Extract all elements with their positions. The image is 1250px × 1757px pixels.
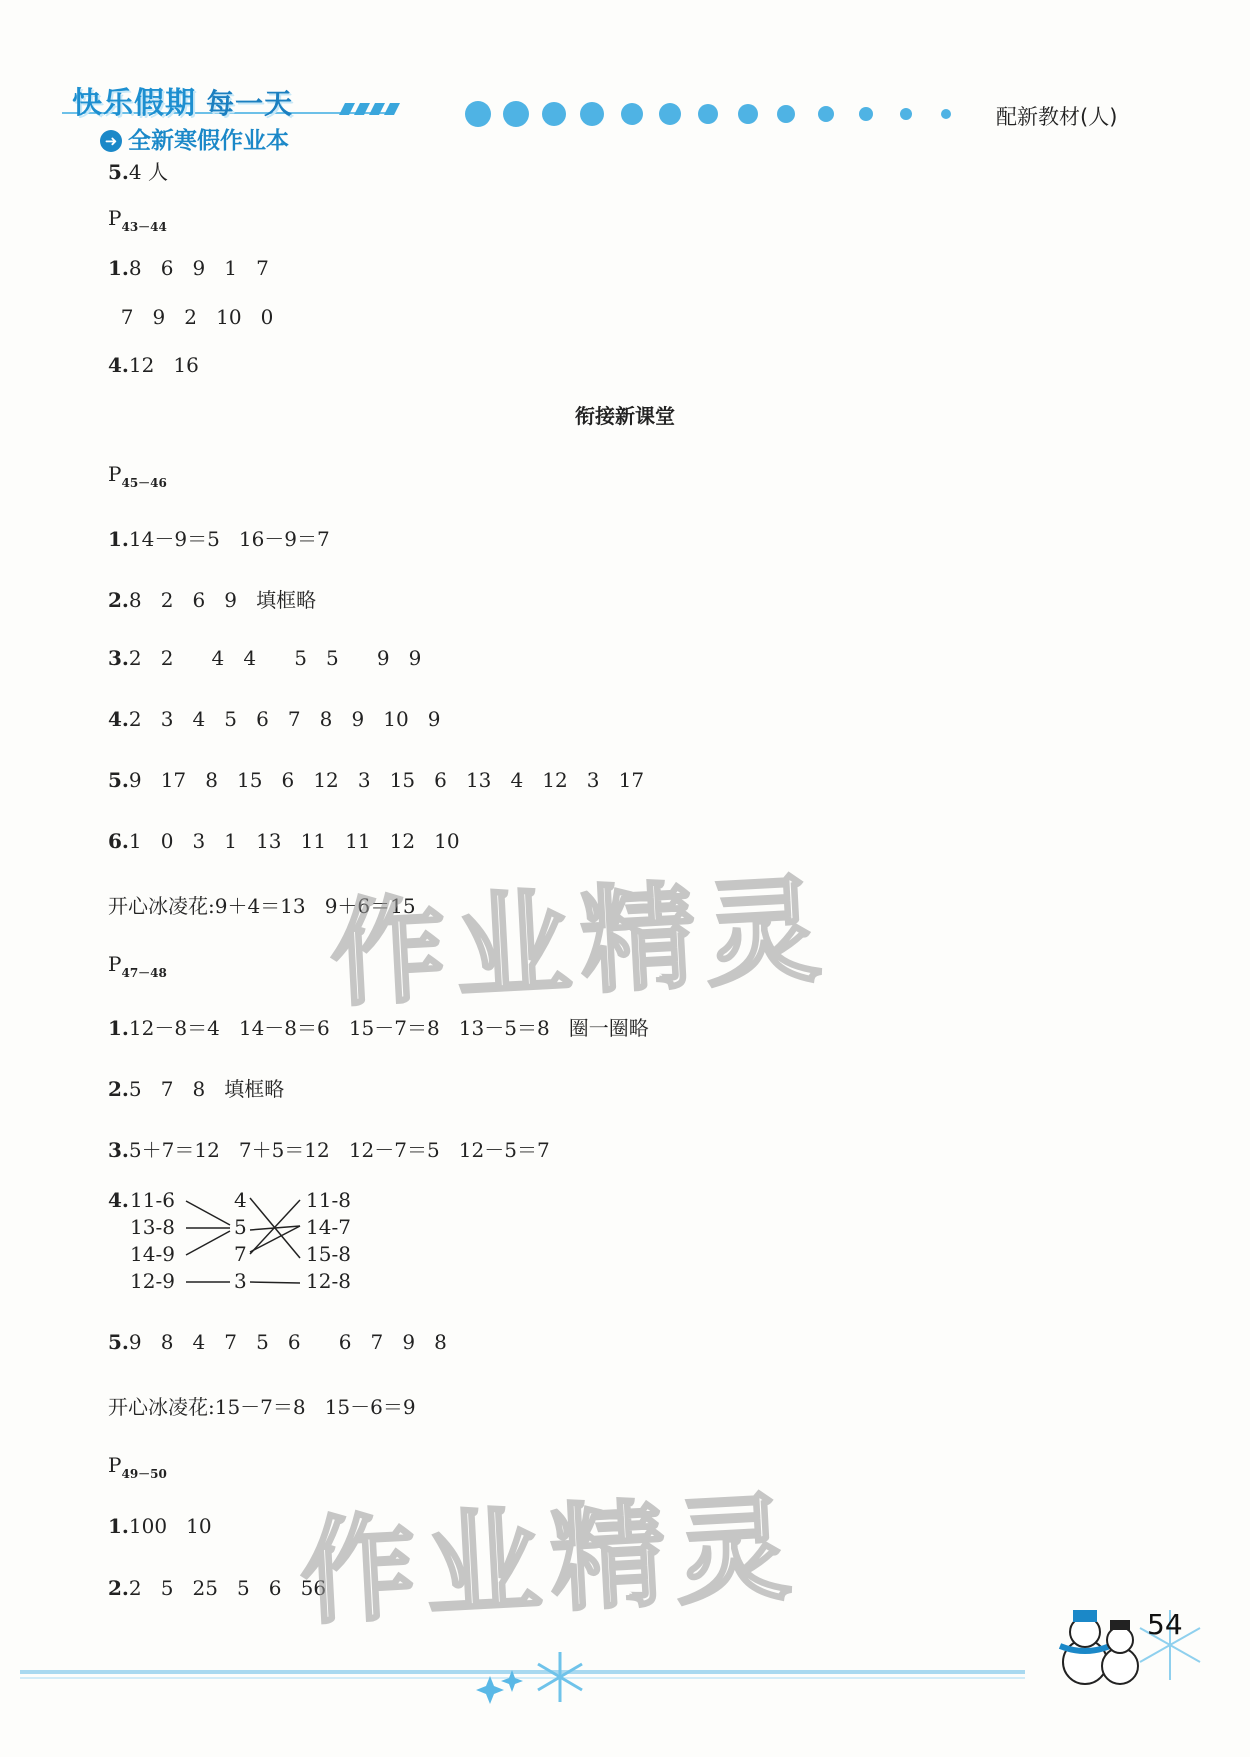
arrow-icon: ➜	[100, 130, 122, 152]
answer-line: 1.100 10	[108, 1514, 212, 1538]
header-subtitle-text: 全新寒假作业本	[128, 128, 289, 154]
answer-line: 1.8 6 9 1 7	[108, 256, 269, 280]
answer-line: 5.9 17 8 15 6 12 3 15 6 13 4 12 3 17	[108, 768, 645, 792]
answer-line: 3.5＋7＝12 7＋5＝12 12－7＝5 12－5＝7	[108, 1138, 550, 1162]
page-number: 54	[1147, 1608, 1183, 1641]
page-ref: $P_{47-48}$	[108, 952, 167, 980]
match-right-item: 12-8	[306, 1269, 351, 1293]
edition-label: 配新教材(人)	[996, 105, 1118, 129]
watermark: 作业精灵	[297, 1480, 804, 1641]
answer-line: 2.8 2 6 9 填框略	[108, 588, 317, 612]
match-left-item: 11-6	[130, 1188, 175, 1212]
answer-line: 1.14－9＝5 16－9＝7	[108, 527, 330, 551]
header-title	[72, 78, 293, 122]
answer-line: 5.4 人	[108, 160, 168, 184]
watermark: 作业精灵	[327, 862, 834, 1023]
matching-exercise	[108, 1188, 488, 1298]
snowman-icon	[1060, 1610, 1138, 1684]
answer-line: 2.2 5 25 5 6 56	[108, 1576, 327, 1600]
header-title-sub: 每一天	[206, 87, 294, 120]
page-ref: $P_{43-44}$	[108, 206, 167, 234]
matching-lines	[108, 1188, 408, 1298]
header-subtitle	[100, 122, 289, 155]
match-middle-item: 4	[234, 1188, 247, 1212]
page-ref: $P_{49-50}$	[108, 1453, 167, 1481]
match-right-item: 15-8	[306, 1242, 351, 1266]
sparkle-icon	[476, 1670, 523, 1704]
match-left-item: 12-9	[130, 1269, 175, 1293]
matching-num: 4.	[108, 1188, 129, 1212]
match-line	[186, 1231, 230, 1255]
answer-line: 7 9 2 10 0	[108, 305, 274, 329]
match-middle-item: 5	[234, 1215, 247, 1239]
header-title-main: 快乐假期	[72, 86, 196, 121]
answer-line: 4.2 3 4 5 6 7 8 9 10 9	[108, 707, 441, 731]
answer-line: 4.12 16	[108, 353, 199, 377]
answer-line: 6.1 0 3 1 13 11 11 12 10	[108, 829, 460, 853]
match-left-item: 14-9	[130, 1242, 175, 1266]
match-middle-item: 7	[234, 1242, 247, 1266]
answer-line: 3.2 2 4 4 5 5 9 9	[108, 646, 422, 670]
match-line	[186, 1201, 230, 1225]
answer-line: 开心冰凌花:9＋4＝13 9＋6＝15	[108, 894, 416, 918]
answer-line: 开心冰凌花:15－7＝8 15－6＝9	[108, 1395, 416, 1419]
section-title: 衔接新课堂	[575, 404, 675, 428]
match-right-item: 11-8	[306, 1188, 351, 1212]
answer-line: 5.9 8 4 7 5 6 6 7 9 8	[108, 1330, 447, 1354]
answer-line: 1.12－8＝4 14－8＝6 15－7＝8 13－5＝8 圈一圈略	[108, 1016, 649, 1040]
answer-line: 2.5 7 8 填框略	[108, 1077, 285, 1101]
footer-decoration	[0, 1590, 1250, 1710]
match-line	[250, 1282, 300, 1283]
match-right-item: 14-7	[306, 1215, 351, 1239]
match-middle-item: 3	[234, 1269, 247, 1293]
match-left-item: 13-8	[130, 1215, 175, 1239]
page-ref: $P_{45-46}$	[108, 462, 167, 490]
